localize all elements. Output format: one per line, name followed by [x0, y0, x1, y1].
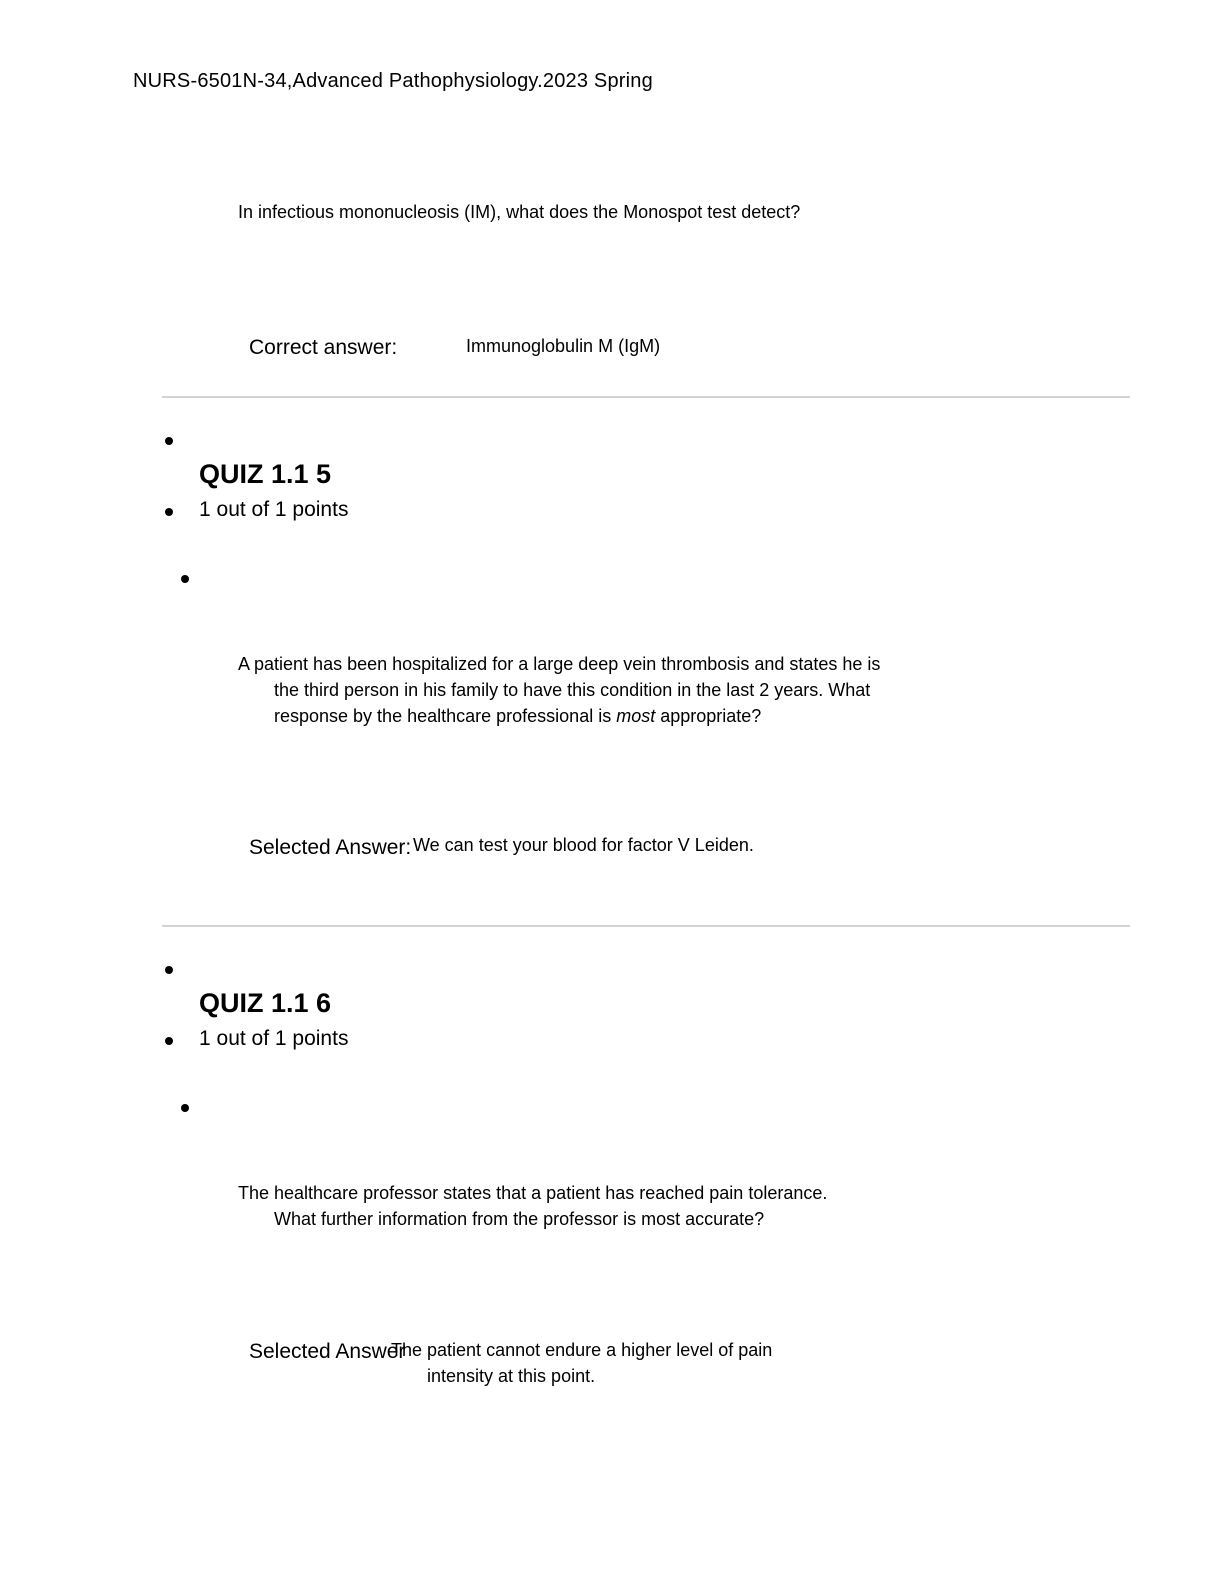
points-score: 1 out of 1 points: [199, 498, 349, 521]
question-text: The healthcare professor states that a patient has reached pain tolerance. What further information from the professor is most accurate?: [238, 1183, 828, 1229]
selected-answer-label: Selected Answer:: [249, 836, 412, 859]
course-header: NURS-6501N-34,Advanced Pathophysiology.2023 Spring: [133, 70, 653, 92]
bullet-icon: [165, 1037, 173, 1045]
quiz-title: QUIZ 1.1 5: [199, 459, 332, 489]
bullet-icon: [181, 575, 189, 583]
selected-answer-value: We can test your blood for factor V Leiden.: [413, 835, 754, 855]
question-text: In infectious mononucleosis (IM), what does the Monospot test detect?: [238, 202, 801, 222]
quiz-title: QUIZ 1.1 6: [199, 988, 332, 1018]
question-text: [238, 651, 894, 729]
question-text-part: appropriate?: [655, 706, 762, 726]
section-divider: [162, 396, 1130, 398]
selected-answer-label: Selected Answer: [249, 1340, 406, 1363]
selected-answer-value: The patient cannot endure a higher level of pain intensity at this point.: [391, 1340, 773, 1386]
points-score: 1 out of 1 points: [199, 1027, 349, 1050]
correct-answer-value: Immunoglobulin M (IgM): [466, 336, 661, 356]
question-text-part: A patient has been hospitalized for a large deep vein thrombosis and states he is the third person in his family to have this condition in the last 2 years. What response by the healthcare professional is: [238, 654, 881, 726]
section-divider: [162, 925, 1130, 927]
correct-answer-label: Correct answer:: [249, 336, 398, 359]
bullet-icon: [181, 1104, 189, 1112]
bullet-icon: [165, 966, 173, 974]
bullet-icon: [165, 508, 173, 516]
question-emphasis: most: [616, 706, 656, 726]
bullet-icon: [165, 437, 173, 445]
